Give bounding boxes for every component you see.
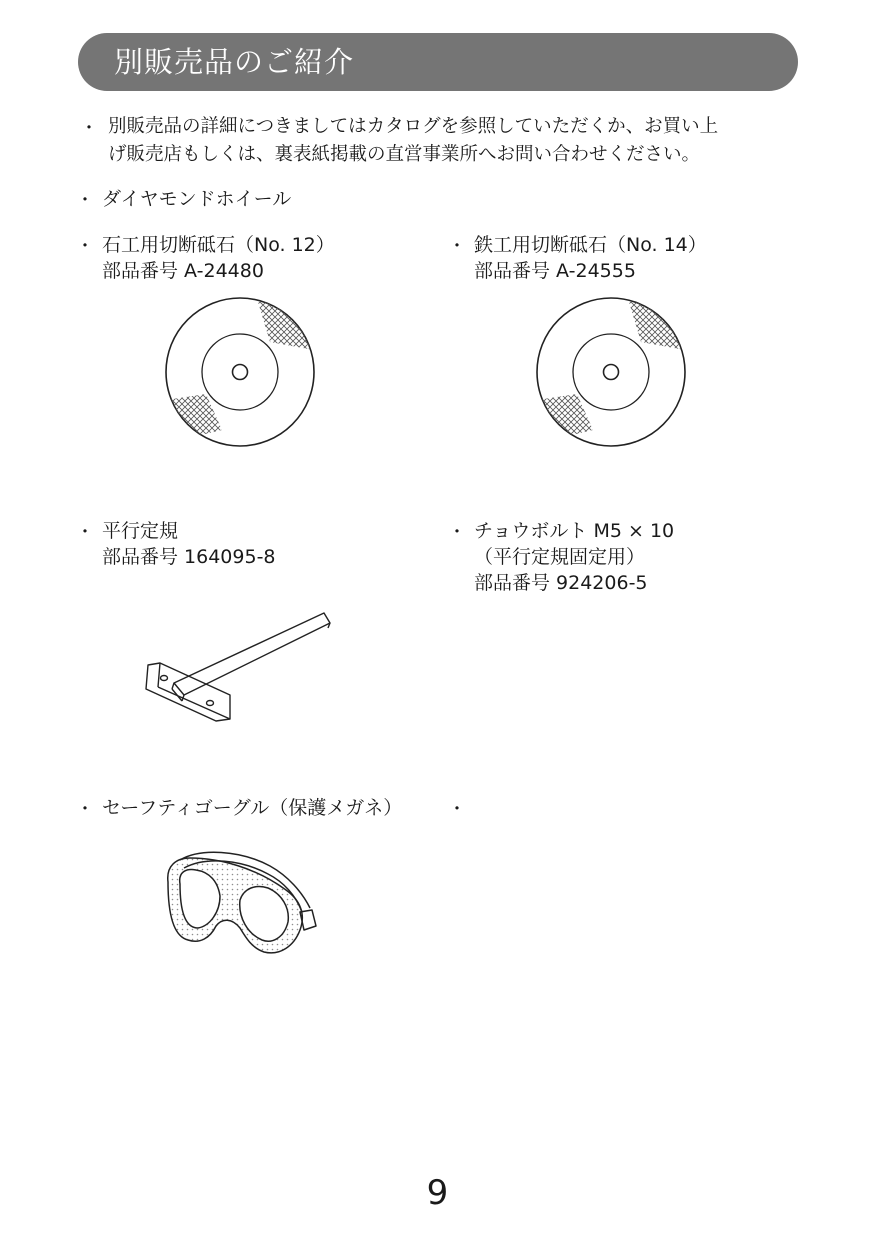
item-note-wing-bolt: （平行定規固定用） bbox=[474, 546, 646, 568]
section-title: 別販売品のご紹介 bbox=[114, 45, 355, 79]
item-name-safety-goggles: セーフティゴーグル（保護メガネ） bbox=[102, 797, 403, 819]
item-name-parallel-guide: 平行定規 bbox=[102, 520, 179, 542]
item-part-wing-bolt: 部品番号 924206-5 bbox=[474, 572, 648, 594]
item-name-wing-bolt: チョウボルト M5 × 10 bbox=[474, 520, 675, 542]
item-name-stone-wheel: 石工用切断砥石（No. 12） bbox=[102, 234, 335, 256]
intro-line-1: 別販売品の詳細につきましてはカタログを参照していただくか、お買い上 bbox=[108, 116, 719, 137]
category-label: ダイヤモンドホイール bbox=[102, 188, 292, 210]
section-header bbox=[78, 33, 798, 91]
intro-line-2: げ販売店もしくは、裏表紙掲載の直営事業所へお問い合わせください。 bbox=[108, 144, 701, 165]
item-bullet: ・ bbox=[76, 522, 94, 543]
item-part-stone-wheel: 部品番号 A-24480 bbox=[102, 260, 264, 282]
category-bullet: ・ bbox=[76, 190, 94, 211]
item-part-parallel-guide: 部品番号 164095-8 bbox=[102, 546, 276, 568]
page-number: 9 bbox=[426, 1173, 449, 1213]
item-bullet: ・ bbox=[448, 799, 466, 820]
item-bullet: ・ bbox=[448, 236, 466, 257]
cutting-wheel-icon bbox=[529, 290, 693, 454]
safety-goggles-icon bbox=[160, 842, 320, 964]
cutting-wheel-icon bbox=[158, 290, 322, 454]
intro-bullet: ・ bbox=[80, 118, 98, 139]
item-part-iron-wheel: 部品番号 A-24555 bbox=[474, 260, 636, 282]
item-bullet: ・ bbox=[76, 799, 94, 820]
item-bullet: ・ bbox=[448, 522, 466, 543]
item-name-iron-wheel: 鉄工用切断砥石（No. 14） bbox=[474, 234, 707, 256]
item-bullet: ・ bbox=[76, 236, 94, 257]
parallel-guide-icon bbox=[138, 605, 338, 725]
